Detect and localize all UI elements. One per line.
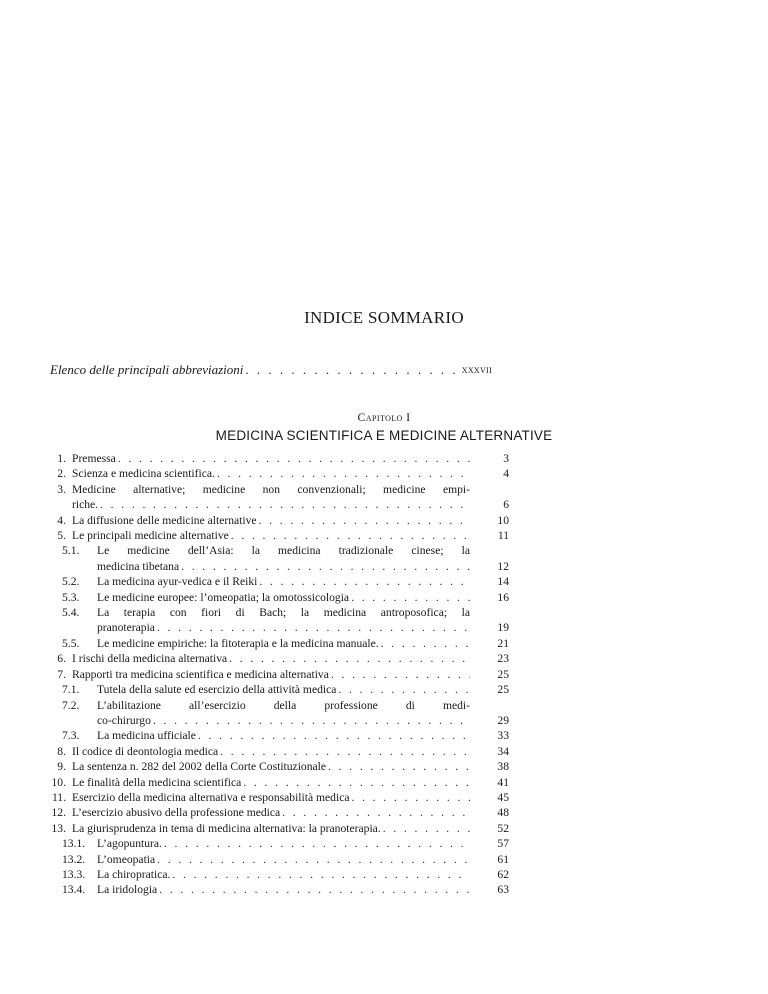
toc-entry[interactable] [50,651,509,666]
entry-title-text: Il codice di deontologia medica [72,744,219,758]
entry-title [72,528,470,543]
dot-leader [259,513,470,528]
entry-title-text: Esercizio della medicina alternativa e responsabilità medica [72,790,350,804]
entry-page: 23 [497,652,509,666]
entry-page: 63 [497,883,509,897]
abbreviations-page: xxxvii [461,364,492,376]
entry-title-text: Scienza e medicina scientifica. [72,467,215,481]
entry-page: 41 [497,775,509,789]
dot-leader [328,759,470,774]
entry-title-text: L’omeopatia [97,852,156,866]
dot-leader [383,821,470,836]
entry-title-line [97,728,470,743]
entry-title-line [97,574,470,589]
toc-entry[interactable] [50,636,509,651]
dot-leader [245,362,459,379]
entry-number: 7.2. [62,698,80,712]
entry-title-line [97,620,470,635]
entry-title-text: Le principali medicine alternative [72,529,229,543]
entry-title-text: Le medicine europee: l’omeopatia; la omotossicologia [97,590,350,604]
entry-title [72,821,470,836]
entry-title-line: Le medicine dell’Asia: la medicina tradizionale cinese; la [97,544,470,558]
entry-number: 7.1. [62,683,80,697]
toc-entry[interactable] [50,667,509,682]
entry-title-line [97,682,470,697]
entry-page: 3 [503,452,509,465]
entry-page: 4 [503,467,509,481]
entry-page: 45 [497,790,509,804]
entry-number: 5. [57,529,66,543]
entry-title [72,466,470,481]
dot-leader [217,466,470,481]
entry-page: 16 [497,590,509,604]
abbreviations-entry[interactable] [50,362,492,379]
entry-page: 57 [497,837,509,851]
index-title: INDICE SOMMARIO [304,308,464,327]
entry-number: 11. [51,790,66,804]
entry-title [97,882,470,897]
chapter-title: MEDICINA SCIENTIFICA E MEDICINE ALTERNATIVE [215,428,553,443]
entry-title-line [97,882,470,897]
entry-number: 13. [51,821,66,835]
entry-number: 7.3. [62,729,80,743]
entry-number: 6. [57,652,66,666]
entry-title [72,744,470,759]
entry-title-line [72,775,470,790]
toc-entry[interactable] [50,882,509,897]
dot-leader [229,651,470,666]
dot-leader [172,867,470,882]
entry-number: 5.2. [62,575,80,589]
dot-leader [231,528,470,543]
toc-entry[interactable] [50,528,509,543]
entry-title-line [72,667,470,682]
dot-leader [351,590,470,605]
entry-title-line [72,528,470,543]
entry-title [97,682,470,697]
toc-entry[interactable] [50,744,509,759]
entry-title-line [97,852,470,867]
toc-entry[interactable] [50,605,509,636]
entry-page: 19 [497,621,509,635]
dot-leader [181,559,470,574]
entry-page: 6 [503,498,509,512]
entry-title-line [97,836,470,851]
entry-title-text: medicina tibetana [97,559,180,573]
entry-title [97,543,470,574]
entry-title-text: Le finalità della medicina scientifica [72,775,242,789]
entry-number: 12. [51,806,66,820]
entry-title-line [72,513,470,528]
toc-entry[interactable] [50,482,509,513]
entry-title-line [97,867,470,882]
entry-title [97,852,470,867]
entry-title [97,574,470,589]
chapter-label: Capitolo I [357,410,411,424]
entry-title-line [97,590,470,605]
entry-number: 9. [57,760,66,774]
entry-title [72,759,470,774]
entry-title [97,728,470,743]
entry-number: 3. [57,482,66,496]
abbreviations-label: Elenco delle principali abbreviazioni [50,362,244,377]
dot-leader [100,497,470,512]
toc-entry[interactable] [50,790,509,805]
toc-entry[interactable] [50,805,509,820]
toc-entry[interactable] [50,867,509,882]
entry-title [72,805,470,820]
entry-title-text: L’agopuntura. [97,837,162,851]
entry-title-text: L’esercizio abusivo della professione medica [72,806,281,820]
entry-title-text: Le medicine empiriche: la fitoterapia e la medicina manuale. [97,636,379,650]
toc-entry[interactable] [50,836,509,851]
entry-number: 13.2. [62,852,86,866]
toc-entry[interactable] [50,821,509,836]
entry-title-line [72,744,470,759]
dot-leader [282,805,470,820]
entry-number: 4. [57,513,66,527]
dot-leader [118,451,470,466]
entry-title-line [72,466,470,481]
entry-title [97,867,470,882]
entry-title-line [72,759,470,774]
entry-number: 8. [57,744,66,758]
entry-title [97,698,470,729]
entry-page: 12 [497,559,509,573]
dot-leader [259,574,470,589]
entry-title-line [72,497,470,512]
entry-page: 21 [497,636,509,650]
entry-title-text: La chiropratica. [97,867,171,881]
table-of-contents [50,451,509,898]
entry-title-text: co-chirurgo [97,713,151,727]
entry-title-line [72,790,470,805]
entry-title [72,790,470,805]
entry-title [97,605,470,636]
dot-leader [157,620,470,635]
entry-page: 38 [497,760,509,774]
entry-page: 48 [497,806,509,820]
entry-number: 5.4. [62,606,80,620]
entry-page: 52 [497,821,509,835]
toc-entry[interactable] [50,728,509,743]
entry-title [97,590,470,605]
entry-number: 5.3. [62,590,80,604]
entry-page: 25 [497,683,509,697]
entry-title [72,651,470,666]
entry-title-text: La medicina ayur-vedica e il Reiki [97,575,258,589]
entry-page: 62 [497,867,509,881]
dot-leader [331,667,470,682]
dot-leader [153,713,470,728]
entry-number: 13.3. [62,867,86,881]
entry-number: 5.1. [62,544,80,558]
entry-title-text: La diffusione delle medicine alternative [72,513,257,527]
entry-title [72,482,470,513]
entry-title-text: riche. [72,498,99,512]
dot-leader [164,836,470,851]
entry-title-line: Medicine alternative; medicine non convenzionali; medicine empi- [72,482,470,496]
entry-title-line [72,651,470,666]
entry-title [72,513,470,528]
toc-entry[interactable] [50,759,509,774]
entry-title [72,775,470,790]
entry-title-text: Premessa [72,452,116,465]
dot-leader [157,852,470,867]
entry-title [97,836,470,851]
entry-title-line [72,451,470,466]
entry-title-text: I rischi della medicina alternativa [72,652,228,666]
entry-title-text: La sentenza n. 282 del 2002 della Corte Costituzionale [72,760,327,774]
entry-title [72,667,470,682]
dot-leader [220,744,470,759]
entry-title-line [97,636,470,651]
toc-entry[interactable] [50,543,509,574]
entry-title-text: La medicina ufficiale [97,729,196,743]
entry-page: 29 [497,713,509,727]
entry-title-text: Rapporti tra medicina scientifica e medicina alternativa [72,667,329,681]
entry-title [97,636,470,651]
toc-entry[interactable] [50,698,509,729]
toc-entry[interactable] [50,513,509,528]
entry-number: 7. [57,667,66,681]
entry-title [72,451,470,466]
toc-entry[interactable] [50,574,509,589]
entry-page: 14 [497,575,509,589]
entry-number: 10. [51,775,66,789]
toc-entry[interactable] [50,682,509,697]
toc-entry[interactable] [50,590,509,605]
entry-number: 5.5. [62,636,80,650]
dot-leader [381,636,470,651]
toc-entry[interactable] [50,451,509,466]
entry-page: 34 [497,744,509,758]
entry-page: 33 [497,729,509,743]
dot-leader [159,882,470,897]
dot-leader [243,775,470,790]
entry-title-text: Tutela della salute ed esercizio della attività medica [97,683,337,697]
dot-leader [351,790,470,805]
entry-page: 25 [497,667,509,681]
dot-leader [338,682,470,697]
entry-title-line [97,559,470,574]
entry-title-text: La giurisprudenza in tema di medicina alternativa: la pranoterapia. [72,821,381,835]
entry-title-line [72,821,470,836]
entry-title-line: L’abilitazione all’esercizio della professione di medi- [97,698,470,712]
dot-leader [198,728,470,743]
entry-page: 11 [497,529,509,543]
entry-number: 2. [57,467,66,481]
toc-entry[interactable] [50,466,509,481]
entry-title-text: La iridologia [97,883,158,897]
entry-number: 13.4. [62,883,86,897]
toc-entry[interactable] [50,852,509,867]
entry-number: 1. [57,452,66,465]
toc-entry[interactable] [50,775,509,790]
entry-title-line [72,805,470,820]
entry-title-line [97,713,470,728]
entry-number: 13.1. [62,837,86,851]
entry-page: 61 [497,852,509,866]
entry-title-line: La terapia con fiori di Bach; la medicina antroposofica; la [97,606,470,620]
entry-page: 10 [497,513,509,527]
entry-title-text: pranoterapia [97,621,155,635]
